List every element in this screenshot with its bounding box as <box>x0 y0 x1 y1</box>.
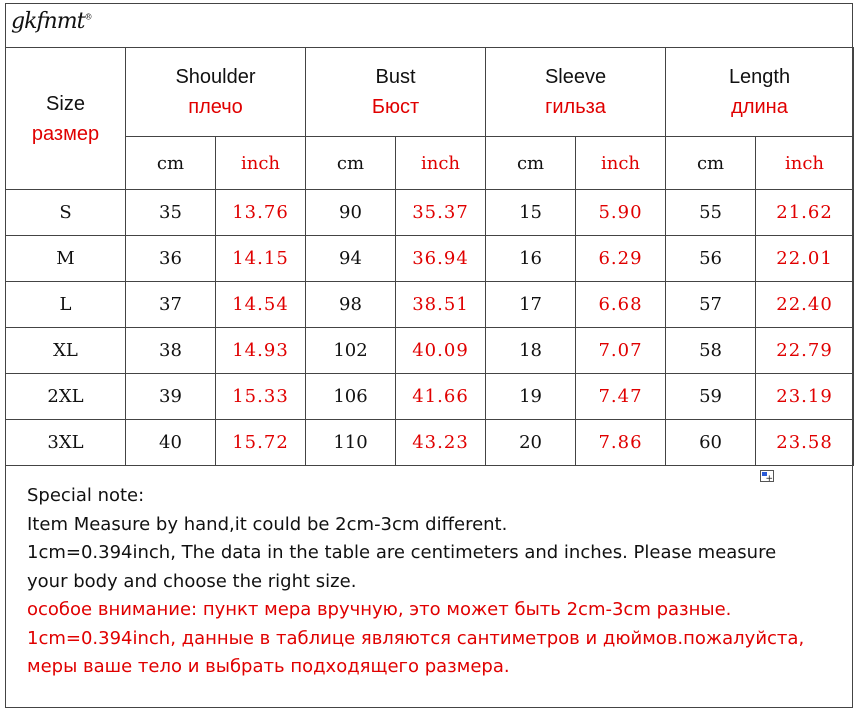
note-line-ru-1: особое внимание: пункт мера вручную, это может быть 2cm-3cm разные. <box>27 599 732 620</box>
length-unit-inch: inch <box>756 137 854 190</box>
length-inch-cell: 23.19 <box>756 374 854 420</box>
bust-unit-cm: cm <box>306 137 396 190</box>
brand-logo-text: gkfnmt <box>11 9 85 34</box>
table-row <box>6 282 854 328</box>
size-cell: S <box>6 190 126 236</box>
registered-mark: ® <box>84 12 92 22</box>
bust-cm-cell: 102 <box>306 328 396 374</box>
note-line-ru-2: 1cm=0.394inch, данные в таблице являются сантиметров и дюймов.пожалуйста, <box>27 627 805 649</box>
bust-inch-cell: 36.94 <box>396 236 486 282</box>
shoulder-header-ru: плечо <box>188 96 243 118</box>
bust-header <box>306 48 486 137</box>
length-cm-cell: 57 <box>666 282 756 328</box>
bust-cm-cell: 110 <box>306 420 396 466</box>
sleeve-inch-cell: 6.68 <box>576 282 666 328</box>
size-header-ru: размер <box>31 122 100 145</box>
sleeve-cm-cell: 19 <box>486 374 576 420</box>
length-cm-cell: 59 <box>666 374 756 420</box>
shoulder-cm-cell: 38 <box>126 328 216 374</box>
special-note <box>27 482 849 682</box>
bust-cm-cell: 90 <box>306 190 396 236</box>
shoulder-cm-cell: 40 <box>126 420 216 466</box>
shoulder-inch-cell: 13.76 <box>216 190 306 236</box>
length-inch-cell: 23.58 <box>756 420 854 466</box>
length-header-en: Length <box>728 66 791 88</box>
bust-cm-cell: 98 <box>306 282 396 328</box>
sleeve-inch-cell: 6.29 <box>576 236 666 282</box>
bust-inch-cell: 40.09 <box>396 328 486 374</box>
length-header-ru: длина <box>731 96 788 118</box>
note-line-en-3: your body and choose the right size. <box>27 570 357 592</box>
note-title: Special note: <box>27 485 145 506</box>
shoulder-header <box>126 48 306 137</box>
size-table <box>5 47 854 466</box>
length-inch-cell: 22.40 <box>756 282 854 328</box>
unit-row <box>6 137 854 190</box>
size-cell: 3XL <box>6 420 126 466</box>
size-cell: 2XL <box>6 374 126 420</box>
sleeve-header-ru: гильза <box>545 96 606 118</box>
sleeve-header-en: Sleeve <box>544 66 607 88</box>
bust-unit-inch: inch <box>396 137 486 190</box>
image-placeholder-icon <box>760 470 774 482</box>
shoulder-cm-cell: 36 <box>126 236 216 282</box>
table-row <box>6 374 854 420</box>
sleeve-inch-cell: 5.90 <box>576 190 666 236</box>
note-line-en-1: Item Measure by hand,it could be 2cm-3cm different. <box>27 513 508 535</box>
shoulder-cm-cell: 35 <box>126 190 216 236</box>
bust-header-en: Bust <box>375 66 416 88</box>
shoulder-cm-cell: 37 <box>126 282 216 328</box>
sleeve-unit-inch: inch <box>576 137 666 190</box>
shoulder-inch-cell: 14.54 <box>216 282 306 328</box>
bust-cm-cell: 94 <box>306 236 396 282</box>
sleeve-cm-cell: 20 <box>486 420 576 466</box>
shoulder-inch-cell: 14.15 <box>216 236 306 282</box>
shoulder-unit-cm: cm <box>126 137 216 190</box>
table-row <box>6 236 854 282</box>
length-inch-cell: 21.62 <box>756 190 854 236</box>
bust-inch-cell: 38.51 <box>396 282 486 328</box>
shoulder-inch-cell: 15.33 <box>216 374 306 420</box>
sleeve-inch-cell: 7.86 <box>576 420 666 466</box>
sleeve-cm-cell: 18 <box>486 328 576 374</box>
bust-header-ru: Бюст <box>371 96 420 118</box>
note-line-ru-3: меры ваше тело и выбрать подходящего размера. <box>27 656 510 677</box>
shoulder-unit-inch: inch <box>216 137 306 190</box>
bust-inch-cell: 35.37 <box>396 190 486 236</box>
length-cm-cell: 56 <box>666 236 756 282</box>
size-cell: L <box>6 282 126 328</box>
length-unit-cm: cm <box>666 137 756 190</box>
shoulder-inch-cell: 14.93 <box>216 328 306 374</box>
size-header-cell <box>6 48 126 190</box>
brand-logo <box>11 9 91 34</box>
table-row <box>6 420 854 466</box>
length-inch-cell: 22.79 <box>756 328 854 374</box>
table-row <box>6 190 854 236</box>
sleeve-inch-cell: 7.07 <box>576 328 666 374</box>
sleeve-header <box>486 48 666 137</box>
shoulder-cm-cell: 39 <box>126 374 216 420</box>
length-cm-cell: 58 <box>666 328 756 374</box>
bust-inch-cell: 41.66 <box>396 374 486 420</box>
sleeve-cm-cell: 15 <box>486 190 576 236</box>
sleeve-inch-cell: 7.47 <box>576 374 666 420</box>
length-cm-cell: 60 <box>666 420 756 466</box>
sleeve-cm-cell: 16 <box>486 236 576 282</box>
sleeve-cm-cell: 17 <box>486 282 576 328</box>
sleeve-unit-cm: cm <box>486 137 576 190</box>
bust-cm-cell: 106 <box>306 374 396 420</box>
size-cell: M <box>6 236 126 282</box>
length-cm-cell: 55 <box>666 190 756 236</box>
size-header-en: Size <box>46 92 85 115</box>
shoulder-header-en: Shoulder <box>175 66 256 88</box>
table-row <box>6 328 854 374</box>
size-cell: XL <box>6 328 126 374</box>
header-row <box>6 48 854 137</box>
shoulder-inch-cell: 15.72 <box>216 420 306 466</box>
bust-inch-cell: 43.23 <box>396 420 486 466</box>
note-line-en-2: 1cm=0.394inch, The data in the table are centimeters and inches. Please measure <box>27 542 777 563</box>
length-header <box>666 48 854 137</box>
length-inch-cell: 22.01 <box>756 236 854 282</box>
